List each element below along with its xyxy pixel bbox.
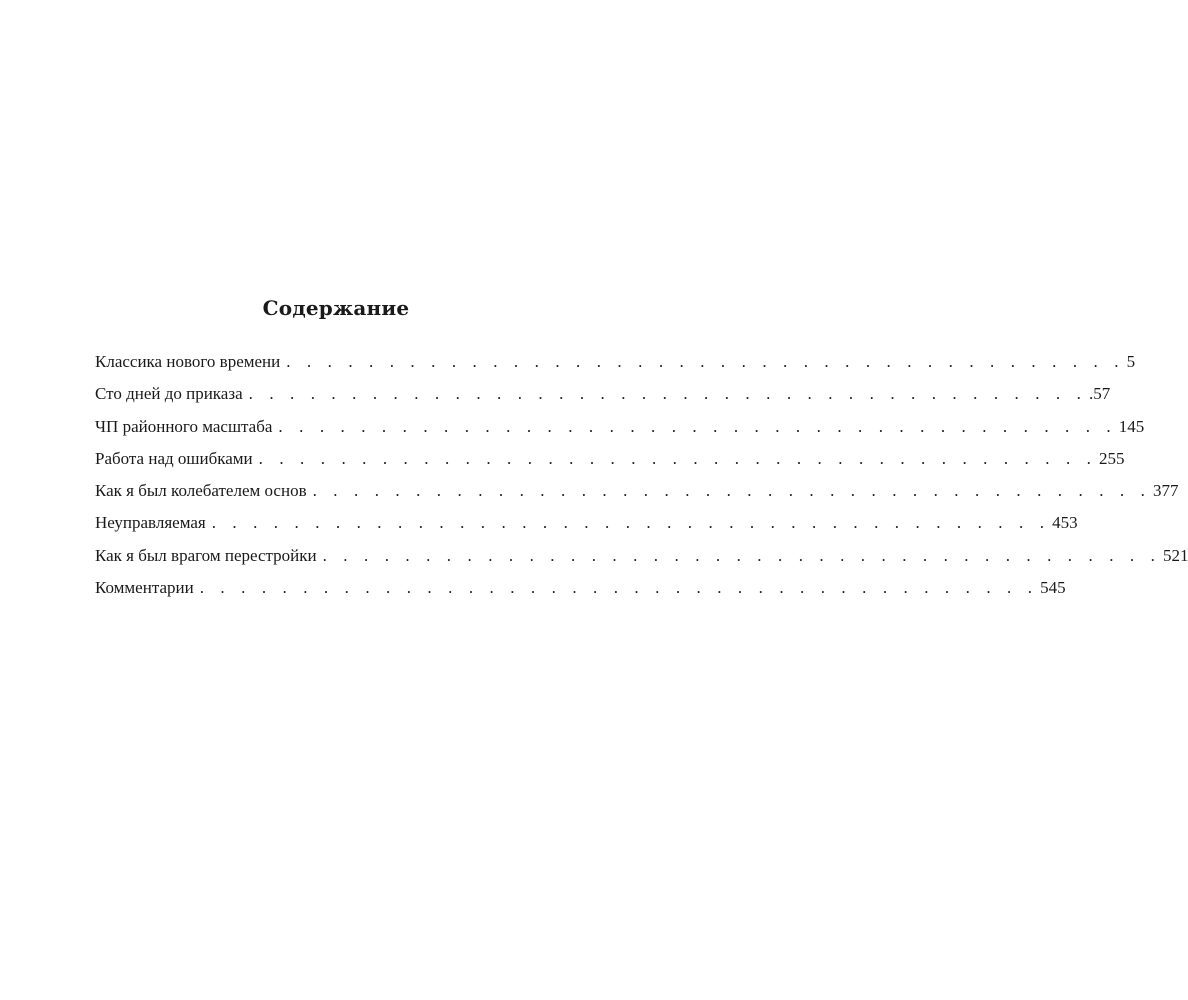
toc-entry xyxy=(95,510,1078,542)
toc-entry-page: 453 xyxy=(1052,513,1078,533)
dot-leader: . . . . . . . . . . . . . . . . . . . . . . . . . . . . . . . . . . . . . . . . . xyxy=(312,481,1151,501)
toc-heading: Содержание xyxy=(262,296,410,320)
toc-entry-title: Классика нового времени xyxy=(95,352,281,371)
toc-entry-title: Сто дней до приказа xyxy=(95,384,243,404)
toc-entry-title: Работа над ошибками xyxy=(95,448,253,468)
toc-entry xyxy=(95,349,1136,381)
toc-entry-title: Неуправляемая xyxy=(95,513,206,533)
toc-entry-page: 545 xyxy=(1040,578,1066,598)
toc-entry-page: 521 xyxy=(1162,545,1188,565)
toc-entry-page: 377 xyxy=(1152,481,1179,501)
toc-entry xyxy=(95,543,1188,575)
dot-leader: . . . . . . . . . . . . . . . . . . . . . . . . . . . . . . . . . . . . . . . . . xyxy=(278,416,1117,436)
dot-leader: . . . . . . . . . . . . . . . . . . . . . . . . . . . . . . . . . . . . . . . . . xyxy=(258,448,1097,468)
toc-entry-title: Как я был врагом перестройки xyxy=(95,545,317,565)
dot-leader: . . . . . . . . . . . . . . . . . . . . . . . . . . . . . . . . . . . . . . . . . xyxy=(248,384,1087,404)
dot-leader: . . . . . . . . . . . . . . . . . . . . . . . . . . . . . . . . . . . . . . . . . xyxy=(286,352,1125,371)
dot-leader: . . . . . . . . . . . . . . . . . . . . . . . . . . . . . . . . . . . . . . . . . xyxy=(322,545,1161,565)
toc-entry-title: ЧП районного масштаба xyxy=(95,416,273,436)
toc-entry-page: .57 xyxy=(1088,384,1111,404)
toc-entry-title: Комментарии xyxy=(95,578,194,598)
toc-entry xyxy=(95,478,1179,510)
table-of-contents xyxy=(95,349,1188,607)
dot-leader: . . . . . . . . . . . . . . . . . . . . . . . . . . . . . . . . . . . . . . . . . xyxy=(211,513,1051,533)
toc-entry-page: 5 xyxy=(1126,352,1136,371)
toc-entry-title: Как я был колебателем основ xyxy=(95,481,307,501)
toc-entry xyxy=(95,381,1111,413)
toc-entry-page: 255 xyxy=(1099,448,1125,468)
toc-entry xyxy=(95,414,1145,446)
toc-entry-page: 145 xyxy=(1118,416,1145,436)
toc-entry xyxy=(95,446,1125,478)
dot-leader: . . . . . . . . . . . . . . . . . . . . . . . . . . . . . . . . . . . . . . . . . xyxy=(199,578,1039,598)
toc-entry xyxy=(95,575,1066,607)
